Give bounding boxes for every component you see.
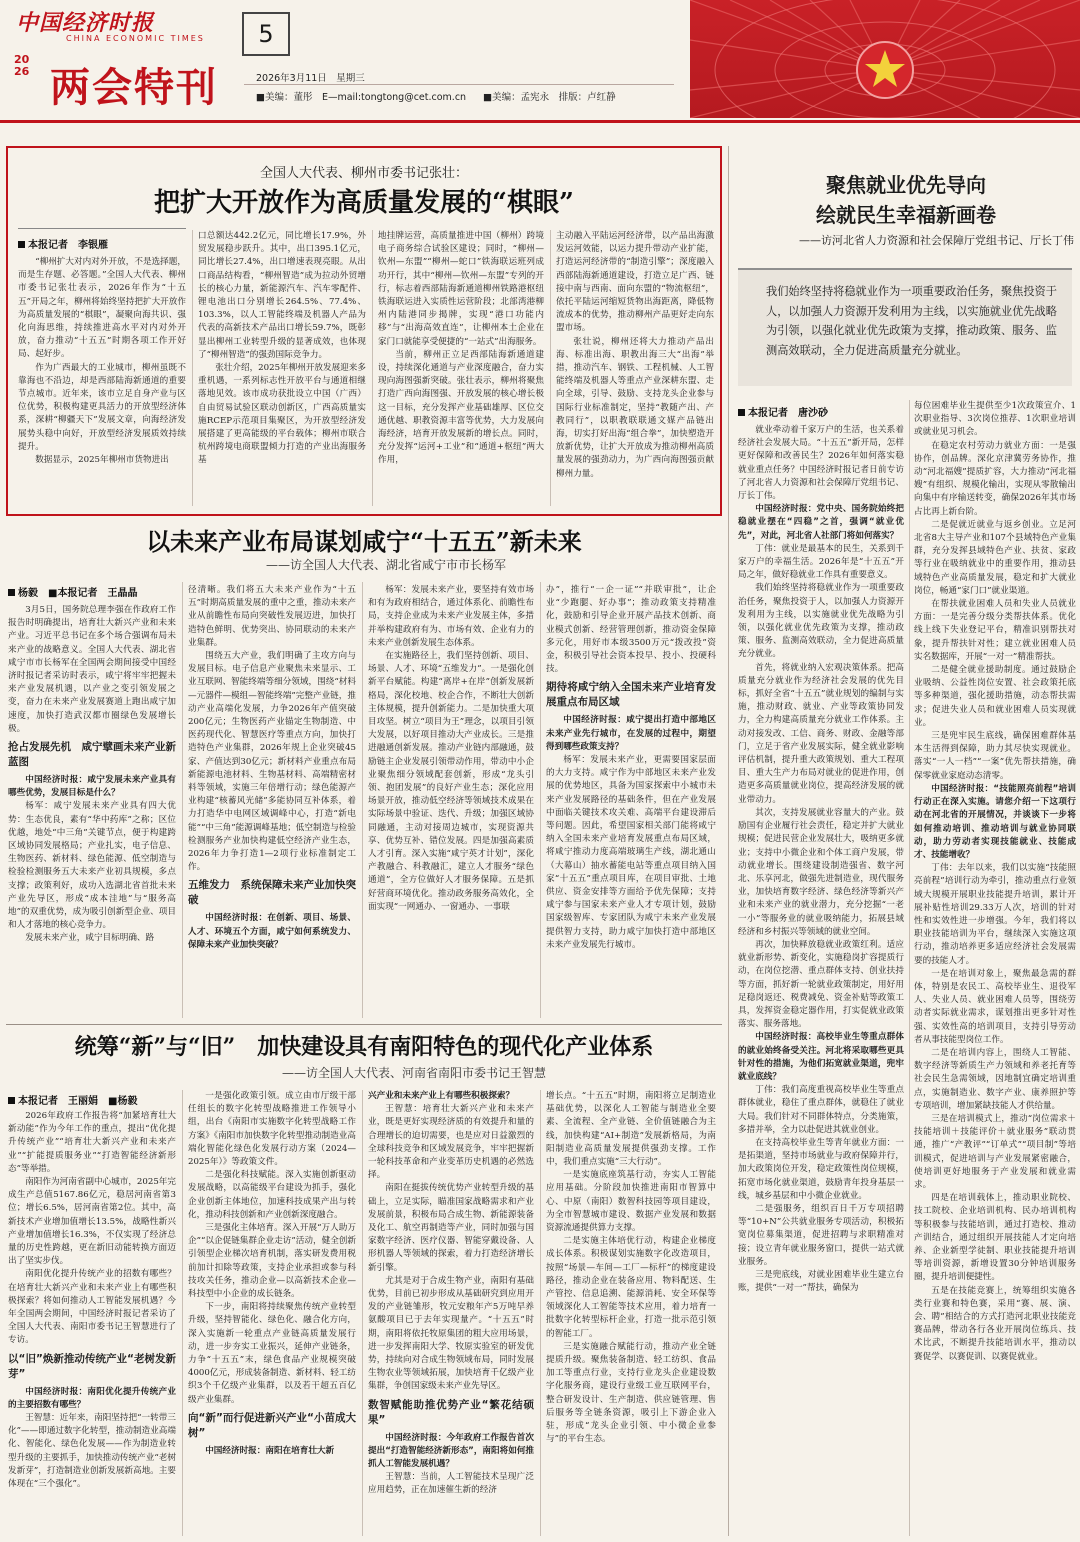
paragraph: 三是实施融合赋能行动，推动产业全链提质升级。聚焦装备制造、轻工纺织、食品加工等重点行业，支持行业龙头企业建设数字化服务商，建设行业级工业互联网平台，整合研发设计、生产制造、供应链管理、售后服务等全链条资源，吸引上下游企业入驻，形成“龙头企业引领、中小微企业参与”的平台生态。 (546, 1341, 716, 1445)
masthead-rule (0, 120, 1080, 123)
byline-square-icon (8, 1097, 15, 1104)
newspaper-logo: 中国经济时报 (16, 10, 155, 36)
byline-text: 本报记者 李银雁 (28, 240, 108, 251)
article-column-1 (8, 1110, 176, 1536)
column-divider (192, 230, 193, 506)
article-headline: 统筹“新”与“旧” 加快建设具有南阳特色的现代化产业体系 (74, 1034, 654, 1060)
article-column-1 (18, 256, 186, 510)
article-headline-line-2: 绘就民生幸福新画卷 (816, 203, 996, 227)
article-column-4 (546, 1090, 716, 1536)
article-headline-line-1: 聚焦就业优先导向 (826, 173, 986, 197)
paragraph: 作为广西最大的工业城市，柳州虽既不靠海也不沿边，却是西部陆海新通道的重要节点城市。近年来，该市立足自身产业与区位优势，积极构建更具活力的开放型经济体系，深耕“柳疆天下”发展文章，向海经济发展势头稳中向好，开放型经济发展质效持续提升。 (18, 362, 186, 452)
newspaper-logo-en: CHINA ECONOMIC TIMES (66, 34, 205, 43)
article-column-3 (368, 584, 534, 1018)
paragraph: 径清晰。我们将五大未来产业作为“十五五”时期高质量发展的重中之重，推动未来产业从前瞻性布局向突破性发展迈进，加快打造特色鲜明、优势突出、协同联动的未来产业集群。 (188, 585, 356, 648)
column-divider (362, 1090, 363, 1536)
paragraph: 二是强化科技赋能。深入实施创新驱动发展战略，以高能级平台建设为抓手，强化企业创新主体地位，加速科技成果产出与转化，推动科技创新和产业创新深度融合。 (188, 1170, 356, 1220)
article-byline (8, 584, 137, 599)
paragraph: 南阳优化提升传统产业的招数有哪些？在培育壮大新兴产业和未来产业上有哪些积极探索？将如何推动人工智能发展机遇？今年全国两会期间，中国经济时报记者采访了全国人大代表、南阳市委书记王智慧进行了专访。 (8, 1269, 176, 1346)
paragraph: 二是实施主体培优行动，构建企业梯度成长体系。积极谋划实施数字化改造项目，按照“场景—车间—工厂—标杆”的梯度建设路径，推动企业在装备应用、物料配送、生产管控、信息追溯、能源消耗、安全环保等领域深化人工智能等技术应用，着力培育一批数字化转型标杆企业，打造一批示范引领的智能工厂。 (546, 1236, 716, 1339)
paragraph: 办”，推行“一企一证”“并联审批”，让企业“少跑腿、好办事”；推动政策支持精准化，鼓励和引导企业开展产品技术创新、商业模式创新、经营管理创新，推动资金保障多元化，用好市本级3500万元“拨改投”资金，积极引导社会资本投早、投小、投硬科技。 (546, 585, 716, 675)
paragraph: 丁伟：去年以来，我们以实施“技能照亮前程”培训行动为牵引，推动重点行业领域大规模开展职业技能提升培训，累计开展补贴性培训29.33万人次，培训的针对性和实效性进一步增强。今年，我们将以职业技能培训为平台，继续深入实施这项行动，推动培养更多适应经济社会发展需要的技能人才。 (914, 863, 1076, 966)
byline-square-icon (738, 409, 745, 416)
article-byline (18, 236, 108, 251)
editor-line (256, 89, 616, 103)
paragraph: 当前，柳州正立足西部陆海新通道建设，持续深化通道与产业深度融合，奋力实现向海图强新突破。张壮表示，柳州将聚焦打造广西向海图强、开放发展的核心增长极这一目标，充分发挥产业基础雄厚、区位交通优越、职教资源丰富等优势，大力发展向海经济，培育开放发展新的增长点。同时，充分发挥“运河+工业”和“通道+枢纽”两大作用， (378, 349, 544, 466)
paragraph: 数据显示，2025年柳州市货物进出 (35, 455, 169, 466)
article-subhead: ——访河北省人力资源和社会保障厅党组书记、厅长丁伟 (799, 234, 1074, 247)
question: 中国经济时报：今年政府工作报告首次提出“打造智能经济新形态”，南阳将如何推抓人工智能发展机遇？ (368, 1432, 534, 1470)
question: 兴产业和未来产业上有哪些积极探索？ (368, 1091, 515, 1101)
paragraph: 主动融入平陆运河经济带，以产品出海激发运河效能，以运力提升带动产业扩能，打造运河经济带的“制造引擎”；深度融入西部陆海新通道建设，打造立足广西、链接中南与西南、面向东盟的“物流枢纽”，依托平陆运河缩短货物出海距离，降低物流成本的优势，推动柳州产品更好走向东盟市场。 (556, 231, 714, 334)
question: 中国经济时报：咸宁提出打造中部地区未来产业先行城市，在发展的过程中，期望得到哪些政策支持？ (546, 715, 716, 752)
paragraph: 二是促就近就业与返乡创业。立足河北省8大主导产业和107个县域特色产业集群，充分发挥县域特色产业、扶贫、家政等行业在吸纳就业中的重要作用，推动县域特色产业高质量发展，稳定和扩大就业岗位，畅通“家门口”就业渠道。 (914, 519, 1076, 596)
column-divider (540, 1090, 541, 1536)
paragraph: 在支持高校毕业生等青年就业方面：一是拓渠道，坚持市场就业与政府保障并行，加大政策岗位开发，稳定政策性岗位规模，拓宽市场化就业渠道，鼓励青年投身基层一线，城乡基层和中小微企业就业。 (738, 1137, 904, 1201)
question: 中国经济时报：南阳在培育壮大新 (205, 1445, 335, 1456)
paragraph: 在实施路径上，我们坚持创新、项目、场景、人才、环境“五维发力”。一是强化创新平台赋能。构建“离岸+在岸”创新发展新格局，深化校地、校企合作，不断壮大创新主体规模，提升创新能力。二是加快重大项目攻坚。树立“项目为王”理念，以项目引领大发展，以好项目推动大产业成长。三是推进融通创新发展。推动产业链内部融通，鼓励链主企业发展引领带动作用，带动中小企业聚焦细分领域配套创新，形成“龙头引领、抱团发展”的良好产业生态；深化应用场景开放，推动低空经济等领域技术成果在实际场景中验证、迭代、升级；加强区域协同融通，主动对接周边城市，实现资源共享、优势互补、错位发展。四是加强高素质人才引育。深入实施“咸宁英才计划”，深化产教融合、科教融汇，建立人才服务“绿色通道”，全方位做好人才服务保障。五是抓好营商环境优化。推动政务服务高效化，全面实现“一网通办、一窗通办、一事联 (368, 651, 534, 912)
section-heading: 数智赋能助推优势产业“繁花结硕果” (368, 1398, 534, 1426)
meta-divider (244, 84, 674, 85)
paragraph: 在稳定农村劳动力就业方面：一是强协作，创品牌。深化京津冀劳务协作，推动“河北福嫂”提质扩容，大力推动“河北福嫂”有组织、规模化输出，实现从零散输出向集中有序输送转变，确保2026年其市场占比再上新台阶。 (914, 440, 1076, 517)
question: 中国经济时报：咸宁发展未来产业具有哪些优势，发展目标是什么？ (8, 775, 176, 799)
paragraph: 地挂牌运营，高质量推进中国（柳州）跨境电子商务综合试验区建设；同时，“柳州—钦州—东盟”“柳州—蛇口”铁海联运班列成功开行，其中“柳州—钦州—东盟”专列的开行，标志着西部陆海新通道柳州铁路港枢纽铁海联运进入实质性运营阶段；北部湾港柳州内陆港同步揭牌，实现“港口功能内移”与“出海高效直连”，让柳州本土企业在家门口就能享受便捷的“一站式”出海服务。 (378, 231, 544, 347)
paragraph: 尤其是对于合成生物产业，南阳有基础优势，目前已初步形成从基础研究到应用开发的产业链雏形，牧元安粮年产5万吨早养氨酸项目已于去年实现量产。“十五五”时期，南阳将依托牧原集团的粗大应用场景，进一步发挥南阳大学、牧原实验室的研发优势，持续向对合成生物领域布局，同时发展生物农业等领域拓展，加快培育千亿级产业集群，争创国家级未来产业先导区。 (368, 1275, 534, 1392)
article-byline (738, 404, 828, 419)
editor-line-1: ■美编：董彤 E—mail:tongtong@cet.com.cn (256, 92, 467, 103)
article-column-3 (378, 230, 544, 510)
column-divider (182, 1090, 183, 1536)
column-divider (540, 582, 541, 1018)
paragraph: 三是在培训模式上，推动“岗位需求＋技能培训＋技能评价＋就业服务”联动贯通，推广“产教评”“订单式”“项目制”等培训模式，促进培训与产业发展紧密融合，使培训更好地服务于产业发展和就业需求。 (914, 1113, 1076, 1190)
byline-divider (18, 228, 186, 229)
column-divider (909, 400, 910, 1536)
article-divider (6, 1024, 722, 1025)
paragraph: 一是在培训对象上，聚焦最急需的群体，特别是农民工、高校毕业生、退役军人、失业人员、就业困难人员等，围绕劳动者实际就业需求，谋划推出更多针对性强、实效性高的培训项目，支持引导劳动者从事技能型岗位工作。 (914, 968, 1076, 1045)
article-column-4 (556, 230, 714, 510)
pull-quote: 我们始终坚持将稳就业作为一项重要政治任务，聚焦投资于人，以加强人力资源开发利用为主线，以实施就业优先战略为引领，以强化就业优先政策为支撑，推动政策、服务、监测高效联动，全力促进高质量充分就业。 (738, 268, 1072, 386)
section-title: 两会特刊 (50, 65, 218, 111)
paragraph: 其次，支持发展就业容量大的产业。鼓励国有企业履行社会责任，稳定并扩大就业规模；促进民营企业发展壮大，吸纳更多就业；支持中小微企业和个体工商户发展，带动就业增长。围绕建设制造强省、数字河北、乐享河北，做强先进制造业，现代服务业，加快培育数字经济、绿色经济等新兴产业和未来产业的就业潜力，充分挖掘“一老一小”等服务业的就业吸纳能力，拓展县域经济和乡村振兴等领域的就业空间。 (738, 807, 904, 937)
article-column-2 (188, 584, 356, 1018)
paragraph: 三是强化主体培育。深入开展“万人助万企”“以企促链集群企业走访”活动，健全创新引领型企业梯次培育机制，落实研发费用税前加计扣除等政策，支持企业承担或参与科技攻关任务，推动企业—以高新技术企业—科技型中小企业的成长链条。 (188, 1223, 356, 1300)
section-heading: 以“旧”焕新推动传统产业“老树发新芽” (8, 1352, 176, 1380)
editor-line-2: ■美编：孟宪永 排版：卢红静 (483, 92, 616, 103)
article-headline: 把扩大开放作为高质量发展的“棋眼” (154, 188, 574, 218)
question: 中国经济时报：党中央、国务院始终把稳就业摆在“四稳”之首，强调“就业优先”，对此，河北省人社部门将如何落实？ (738, 504, 904, 541)
byline-square-icon (18, 241, 25, 248)
article-subhead: ——访全国人大代表、河南省南阳市委书记王智慧 (281, 1066, 546, 1080)
paragraph: 一是实施底座筑基行动，夯实人工智能应用基础。分阶段加快推进南阳市智算中心、中原（南阳）数智科技园等项目建设，为全市智慧城市建设、数据产业发展和数据资源流通提供算力支撑。 (546, 1170, 716, 1234)
article-headline: 以未来产业布局谋划咸宁“十五五”新未来 (146, 527, 582, 556)
paragraph: 杨军：发展未来产业，更需要国家层面的大力支持。咸宁作为中部地区未来产业发展的优势地区，具备为国家探索中小城市未来产业发展路径的基础条件，但在产业发展中面临关键技术攻关难、高端平台建设滞后等问题。因此，希望国家相关部门能将咸宁纳入全国未来产业培育发展重点布局区域，将咸宁推动力度高端玻璃生产线，湖北通山（大幕山）抽水蓄能电站等重点项目纳入国家“十五五”重点项目库，在项目审批、土地供应、资金安排等方面给予优先保障；支持咸宁参与国家未来产业人才专项计划，鼓励国家级智库、专家团队为咸宁未来产业发展提供智力支持，助力咸宁加快打造中部地区未来产业发展先行城市。 (546, 755, 716, 950)
paragraph: 二是强服务，组织百日千万专项招聘等“10+N”公共就业服务专项活动，积极拓宽岗位募集渠道，促进招聘与求职精准对接；设立青年就业服务窗口，提供一站式就业服务。 (738, 1203, 904, 1267)
section-heading: 向“新”而行促进新兴产业“小苗成大树” (188, 1411, 356, 1439)
paragraph: 杨军：咸宁发展未来产业具有四大优势：生态优良，素有“华中药库”之称；区位优越，地处“中三角”关键节点，便于构建跨区域协同发展格局；产业扎实，电子信息、生物医药、新材料、绿色能源、低空制造与检验检测服务五大未来产业初具规模，多点支撑；政策利好，成功入选湖北省首批未来产业先导区，形成“成本洼地”与“服务高地”的双重优势，成为吸引创新型企业、项目和人才落地的核心竞争力。 (8, 801, 176, 931)
paragraph: 下一步，南阳将持续聚焦传统产业转型升级，坚持智能化、绿色化、融合化方向，深入实施新一轮重点产业链高质量发展行动，进一步夯实工业振兴，延伸产业链条，力争“十五五”末，绿色食品产业规模突破4000亿元，形成装备制造、新材料、轻工纺织3个千亿级产业集群，以及若干超五百亿级产业集群。 (188, 1302, 356, 1405)
section-heading: 抢占发展先机 咸宁擘画未来产业新蓝图 (8, 741, 176, 769)
article-column-2 (914, 400, 1076, 1536)
paragraph: 五是在技能竞赛上，统筹组织实施各类行业赛和特色赛，采用“赛、展、演、会、聘”相结合的方式打造河北职业技能竞赛品牌，带动各行各业开展岗位练兵、技术比武，不断提升技能培训水平，推动以赛促学、以赛促训、以赛促就业。 (914, 1285, 1076, 1362)
paragraph: 王智慧：当前，人工智能技术呈现广泛应用趋势，正在加速催生新的经济 (368, 1472, 534, 1496)
paragraph: 围绕五大产业，我们明确了主攻方向与发展目标。电子信息产业聚焦未来显示、工业互联网、智能终端等细分领域，围绕“材料—元器件—模组—智能终端”完整产业链，推动产业高端化发展，力争2026年产值突破200亿元；生物医药产业锚定生物制造、中医药现代化、智慧医疗等重点方向，加快打造特色产业集群，2026年规上企业突破45家、产值达到30亿元；新材料产业重点布局新能源电池材料、生物基材料、高端精密材料等领域，实施三年倍增行动；绿色能源产业构建“核蓄风光储”多能协同互补体系，着力打造华中电网区域调峰中心，打造“新电能”“中三角”能源调峰基地；低空制造与检验检测服务产业加快构建低空经济产业生态，2026年力争打造1—2项行业标准制定工作。 (188, 651, 356, 873)
paragraph: 2026年政府工作报告将“加紧培育壮大新动能”作为今年工作的重点，提出“优化提升传统产业”“培育壮大新兴产业和未来产业”“扩能提质服务业”“打造智能经济新形态”等举措。 (8, 1111, 176, 1174)
section-heading: 五维发力 系统保障未来产业加快突破 (188, 879, 356, 907)
paragraph: 四是在培训载体上，推动职业院校、技工院校、企业培训机构、民办培训机构等积极参与技能培训，通过打造校、推动产训结合，通过组织开展技能人才定向培养、企业新型学徒制、职业技能提升培训等培训资源，新增设置30分钟培训服务圈，提升培训便捷性。 (914, 1193, 1076, 1283)
paragraph: 一是强化政策引领。成立由市厅级干部任组长的数字化转型战略推进工作领导小组，出台《南阳市实施数字化转型战略工作方案》《南阳市加快数字化转型推动制造业高端化智能化绿色化发展行动方案（2024—2025年）》等政策文件。 (188, 1091, 356, 1168)
paragraph: 张壮说，柳州还将大力推动产品出海、标准出海、职教出海三大“出海”举措，推动汽车、钢铁、工程机械、人工智能终端及机器人等重点产业深耕东盟、走向全球，引导、鼓励、支持龙头企业参与国际行业标准制定，坚持“教随产出、产教同行”，以职教联联通文媒产品链出海，切实打好出海“组合拳”，加快塑造开放新优势，让扩大开放成为推动柳州高质量发展的强劲动力，为广西向海图强贡献柳州力量。 (556, 336, 714, 479)
paragraph: 增长点。“十五五”时期，南阳将立足制造业基础优势，以深化人工智能与制造业全要素、全流程、全产业链、全价值链融合为主线，加快构建“AI+制造”发展新格局，为南阳制造业高质量发展提供强劲支撑。工作中，我们重点实施“三大行动”。 (546, 1091, 716, 1168)
paragraph: 杨军：发展未来产业，要坚持有效市场和有为政府相结合，通过体系化、前瞻性布局，支持企业成为未来产业发展主体，多措并举构建政府有为、市场有效、企业有力的未来产业创新发展生态体系。 (368, 585, 534, 648)
paragraph: 口总额达442.2亿元，同比增长17.9%，外贸发展稳步跃升。其中，出口395.1亿元，同比增长27.4%，出口增速表现亮眼。从出口商品结构看，“柳州智造”成为拉动外贸增长的核心力量，新能源汽车、汽车零配件、锂电池出口分别增长264.5%、77.4%、103.3%，以人工智能终端及机器人产品为代表的高新技术产品出口增长59.7%，既彰显出柳州工业转型升级的显著成效，也体现了“柳州智造”的强劲国际竞争力。 (198, 231, 366, 360)
question: 中国经济时报：南阳优化提升传统产业的主要招数有哪些？ (8, 1386, 176, 1410)
article-kicker: 全国人大代表、柳州市委书记张壮： (259, 166, 468, 181)
year-label: 2026 (14, 53, 30, 78)
article-byline (8, 1092, 137, 1107)
byline-text: 杨毅 ■本报记者 王晶晶 (18, 588, 138, 599)
article-column-2 (188, 1090, 356, 1536)
article-column-2 (198, 230, 366, 510)
hall-ceiling-illustration (690, 0, 1080, 118)
paragraph: 南阳作为河南省副中心城市，2025年完成生产总值5167.86亿元，稳居河南省第3位；增长6.5%，居河南省第2位。其中，高新技术产业增加值增长13.5%，战略性新兴产业增加值增长16.3%，不仅实现了经济总量的历史性跨越，更在新旧动能转换方面迈出了坚实步伐。 (8, 1177, 176, 1267)
article-liuzhou (6, 146, 722, 516)
paragraph: 就业牵动着千家万户的生活，也关系着经济社会发展大局。“十五五”新开局，怎样更好保障和改善民生？2026年如何落实稳就业重点任务？中国经济时报记者日前专访了河北省人力资源和社会保障厅党组书记、厅长丁伟。 (738, 425, 904, 502)
paragraph: 发展未来产业，咸宁目标明确、路 (25, 933, 155, 944)
article-column-1 (8, 604, 176, 1018)
page-number: 5 (242, 12, 290, 56)
paragraph: 每位困难毕业生提供至少1次政策宣介、1次职业指导、3次岗位推荐、1次职业培训或就业见习机会。 (914, 401, 1076, 438)
hall-banner-image (690, 0, 1080, 118)
paragraph: 南阳在挺拔传统优势产业转型升级的基础上，立足实际，瞄准国家战略需求和产业发展前景，积极布局合成生物、新能源装备及化工、航空再制造等产业，同时加强与国家数字经济、医疗仪器、智能穿戴设备、人形机器人等领域的探索，着力打造经济增长新引擎。 (368, 1183, 534, 1273)
paragraph: 丁伟：我们高度重视高校毕业生等重点群体就业，稳住了重点群体，就稳住了就业大局。我们针对不同群体特点，分类施策，多措并举，全力以赴促进其就业创业。 (738, 1085, 904, 1135)
paragraph: 张壮介绍，2025年柳州开放发展迎来多重机遇，一系列标志性开放平台与通道相继落地见效。该市成功获批设立中国（广西）自由贸易试验区联动创新区，广西高质量实施RCEP示范项目集聚区，为开放型经济发展搭建了更高能级的平台载体；柳州市联合杭州跨境电商联盟倾力打造的产业出海服务基 (198, 363, 366, 466)
paragraph: 再次，加快释放稳就业政策红利。适应就业新形势、新变化，实施稳岗扩容提质行动，在岗位挖潜、重点群体支持、创业扶持等方面，抓好新一轮就业政策制定，用好用足稳岗返还、税费减免、资金补贴等政策工具，发挥资金稳定器作用，打实促就业政策落实、服务落地。 (738, 939, 904, 1030)
column-divider (182, 582, 183, 1018)
paragraph: “柳州扩大对内对外开放，不是选择题，而是生存题、必答题。”全国人大代表、柳州市委书记张壮表示，2026年作为“十五五”开局之年，柳州将始终坚持把扩大开放作为高质量发展的“棋眼”，凝聚向海共识、强化向海思维，持续推进高水平对内对外开放，奋力推动“十五五”时期各项工作开好局、起好步。 (18, 257, 186, 360)
byline-text: 本报记者 唐沙砂 (748, 408, 828, 419)
column-divider (550, 230, 551, 506)
byline-text: 本报记者 王丽娟 ■杨毅 (18, 1096, 138, 1107)
article-subhead: ——访全国人大代表、湖北省咸宁市市长杨军 (265, 558, 506, 572)
question: 中国经济时报：高校毕业生等重点群体的就业始终备受关注。河北将采取哪些更具针对性的措施，为他们拓宽就业渠道，兜牢就业底线？ (738, 1032, 904, 1082)
date-line: 2026年3月11日 星期三 (256, 73, 365, 84)
masthead (0, 0, 1080, 118)
paragraph: 王智慧：近年来，南阳坚持把“一转带三化”——即通过数字化转型，推动制造业高端化、智能化、绿色化发展——作为制造业转型升级的主要抓手，加快推动传统产业“老树发新芽”，打造制造业创新发展新高地。主要体现在“三个强化”。 (8, 1413, 176, 1490)
section-heading: 期待将咸宁纳入全国未来产业培育发展重点布局区域 (546, 681, 716, 709)
byline-square-icon (8, 589, 15, 596)
column-divider (372, 230, 373, 506)
paragraph: 3月5日，国务院总理李强在作政府工作报告时明确提出，培育壮大新兴产业和未来产业。习近平总书记在多个场合强调布局未来产业的战略意义。全国人大代表、湖北省咸宁市市长杨军在全国两会期间接受中国经济时报记者采访时表示，咸宁将牢牢把握未来产业发展机遇，以产业之变引领发展之变，奋力在未来产业发展赛道上跑出咸宁加速度，加快打造武汉都市圈绿色发展增长极。 (8, 605, 176, 734)
page-column-divider (728, 146, 729, 1536)
paragraph: 二是在培训内容上，围绕人工智能、数字经济等新质生产力领域和养老托育等社会民生急需领域，因地制宜确定培训重点，实施制造业、数字产业、康养照护等专项培训，增加紧缺技能人才供给量。 (914, 1047, 1076, 1111)
paragraph: 王智慧：培育壮大新兴产业和未来产业，既是更好实现经济质的有效提升和量的合理增长的迫切需要，也是应对日益激烈的全球科技竞争和区域发展竞争，牢牢把握新一轮科技革命和产业变革历史机遇的必然选择。 (368, 1104, 534, 1181)
article-column-4 (546, 584, 716, 1018)
paragraph: 丁伟：就业是最基本的民生，关系到千家万户的幸福生活。2026年是“十五五”开局之年，做好稳就业工作具有重要意义。 (738, 543, 904, 581)
article-headline (738, 170, 1074, 230)
question: 中国经济时报：在创新、项目、场景、人才、环境五个方面，咸宁如何系统发力、保障未来产业加快突破？ (188, 913, 356, 950)
paragraph: 三是兜牢民生底线，确保困难群体基本生活得到保障，助力其尽快实现就业。落实“一人一档”“一案”优先帮扶措施，确保零就业家庭动态清零。 (914, 731, 1076, 781)
article-column-1 (738, 424, 904, 1536)
article-column-3 (368, 1090, 534, 1536)
paragraph: 在帮扶就业困难人员和失业人员就业方面：一是完善分级分类帮扶体系。优化线上线下失业登记平台，精准识别帮扶对象，提升帮扶针对性；建立就业困难人员实名数据库，开展“一对一”精准帮扶。 (914, 599, 1076, 662)
paragraph: 二是健全就业援助制度。通过鼓励企业吸纳、公益性岗位安置、社会政策托底等多种渠道，强化援助措施，动态帮扶需求；促进失业人员和就业困难人员实现就业。 (914, 665, 1076, 728)
paragraph: 首先，将就业纳入宏观决策体系。把高质量充分就业作为经济社会发展的优先目标，抓好全省“十五五”就业规划的编制与实施，推动财政、就业、产业等政策协同发力，全力构建高质量充分就业工作体系。主动对接发改、工信、商务、财政、金融等部门，立足于省产业发展实际，健全就业影响评估机制，提升重大政策规划、重大工程项目、重大生产力布局对就业的促进作用，创造更多高质量就业岗位，提高经济发展的就业带动力。 (738, 662, 904, 805)
paragraph: 三是兜底线，对就业困难毕业生建立台账，提供“一对一”帮扶，确保为 (738, 1270, 904, 1294)
paragraph: 我们始终坚持将稳就业作为一项重要政治任务，聚焦投资于人，以加强人力资源开发利用为主线，以实施就业优先战略为引领，以强化就业优先政策为支撑，推动政策、服务、监测高效联动，全力促进高质量充分就业。 (738, 583, 904, 660)
column-divider (362, 582, 363, 1018)
question: 中国经济时报：“技能照亮前程”培训行动正在深入实施。请您介绍一下这项行动在河北省的开展情况，并谈谈下一步将如何推动培训、推动培训与就业协同联动，助力劳动者实现技能就业、技能成才、技能增收？ (914, 783, 1076, 860)
